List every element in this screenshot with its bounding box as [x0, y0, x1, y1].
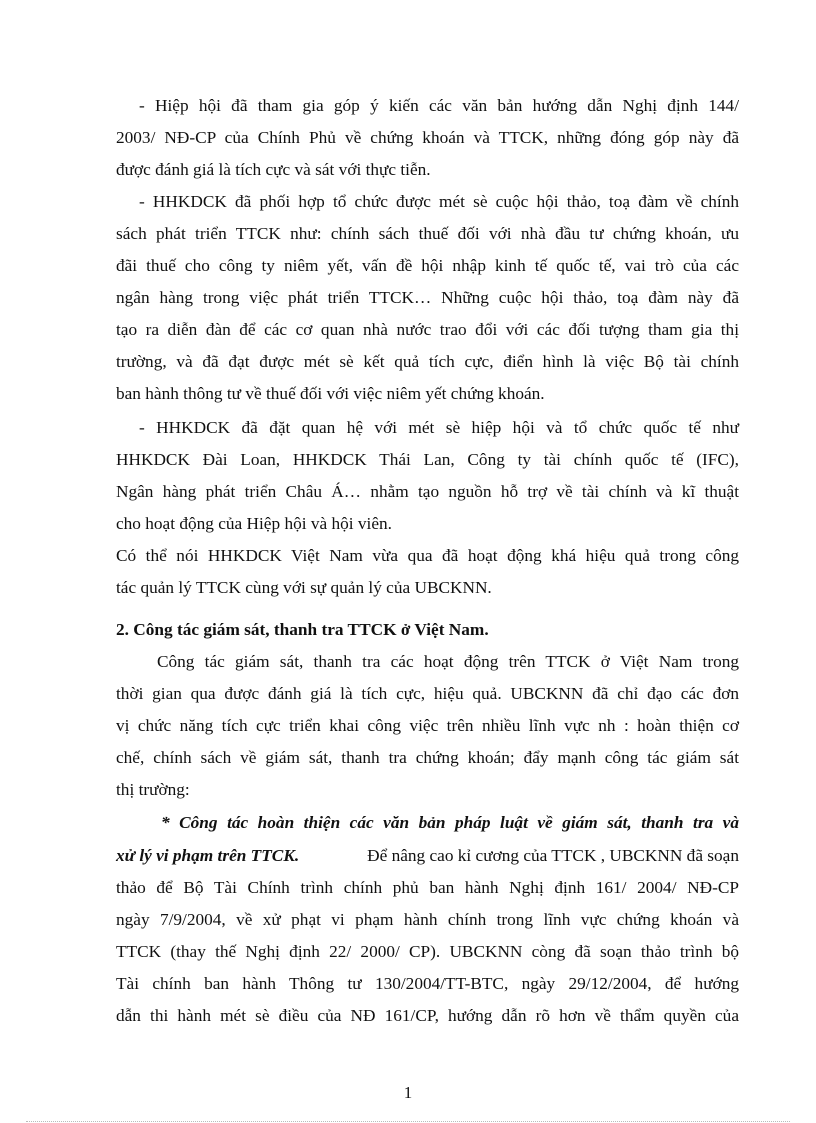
paragraph-line: thời gian qua được đánh giá là tích cực, hiệu quả. UBCKNN đã chỉ đạo các đơn	[116, 684, 739, 703]
paragraph-line: vị chức năng tích cực triển khai công việc trên nhiều lĩnh vực nh : hoàn thiện cơ	[116, 716, 739, 735]
paragraph-line: - Hiệp hội đã tham gia góp ý kiến các văn bản hướng dẫn Nghị định 144/	[139, 96, 739, 115]
paragraph-line: TTCK (thay thế Nghị định 22/ 2000/ CP). UBCKNN còng đã soạn thảo trình bộ	[116, 942, 739, 961]
paragraph-line: được đánh giá là tích cực và sát với thực tiễn.	[116, 160, 431, 179]
paragraph-line: sách phát triển TTCK như: chính sách thuế đối với nhà đầu tư chứng khoán, ưu	[116, 224, 739, 243]
mixed-line	[116, 845, 739, 867]
paragraph-line: - HHKDCK đã đặt quan hệ với mét sè hiệp hội và tổ chức quốc tế như	[139, 418, 739, 437]
paragraph-text: Để nâng cao kỉ cương của TTCK , UBCKNN đã soạn	[367, 846, 739, 865]
paragraph-line: chế, chính sách về giám sát, thanh tra chứng khoán; đẩy mạnh công tác giám sát	[116, 748, 739, 767]
paragraph-line: đãi thuế cho công ty niêm yết, vấn đề hội nhập kinh tế quốc tế, vai trò của các	[116, 256, 739, 275]
paragraph-line: cho hoạt động của Hiệp hội và hội viên.	[116, 514, 392, 533]
paragraph-line: tạo ra diễn đàn để các cơ quan nhà nước trao đổi với các đối tượng tham gia thị	[116, 320, 739, 339]
paragraph-line: 2003/ NĐ-CP của Chính Phủ về chứng khoán và TTCK, những đóng góp này đã	[116, 128, 739, 147]
paragraph-line: Ngân hàng phát triển Châu Á… nhằm tạo nguồn hỗ trợ về tài chính và kĩ thuật	[116, 482, 739, 501]
paragraph-line: ngân hàng trong việc phát triển TTCK… Những cuộc hội thảo, toạ đàm này đã	[116, 288, 739, 307]
section-heading: 2. Công tác giám sát, thanh tra TTCK ở Việt Nam.	[116, 620, 489, 639]
paragraph-line: tác quản lý TTCK cùng với sự quản lý của UBCKNN.	[116, 578, 492, 597]
paragraph-line: dẫn thi hành mét sè điều của NĐ 161/CP, hướng dẫn rõ hơn về thẩm quyền của	[116, 1006, 739, 1025]
paragraph-line: - HHKDCK đã phối hợp tổ chức được mét sè cuộc hội thảo, toạ đàm về chính	[139, 192, 739, 211]
paragraph-line: HHKDCK Đài Loan, HHKDCK Thái Lan, Công ty tài chính quốc tế (IFC),	[116, 450, 739, 469]
paragraph-line: thảo để Bộ Tài Chính trình chính phủ ban hành Nghị định 161/ 2004/ NĐ-CP	[116, 878, 739, 897]
paragraph-line: thị trường:	[116, 780, 190, 799]
paragraph-line: Tài chính ban hành Thông tư 130/2004/TT-BTC, ngày 29/12/2004, để hướng	[116, 974, 739, 993]
paragraph-line: trường, và đã đạt được mét sè kết quả tích cực, điển hình là việc Bộ tài chính	[116, 352, 739, 371]
paragraph-line: ngày 7/9/2004, về xử phạt vi phạm hành chính trong lĩnh vực chứng khoán và	[116, 910, 739, 929]
subsection-heading-end: xử lý vi phạm trên TTCK.	[116, 846, 300, 865]
page-number: 1	[403, 1083, 413, 1102]
subsection-heading: * Công tác hoàn thiện các văn bản pháp luật về giám sát, thanh tra và	[161, 813, 739, 832]
paragraph-line: Công tác giám sát, thanh tra các hoạt động trên TTCK ở Việt Nam trong	[157, 652, 739, 671]
paragraph-line: ban hành thông tư về thuế đối với việc niêm yết chứng khoán.	[116, 384, 545, 403]
paragraph-line: Có thể nói HHKDCK Việt Nam vừa qua đã hoạt động khá hiệu quả trong công	[116, 546, 739, 565]
footer-divider	[26, 1121, 790, 1122]
